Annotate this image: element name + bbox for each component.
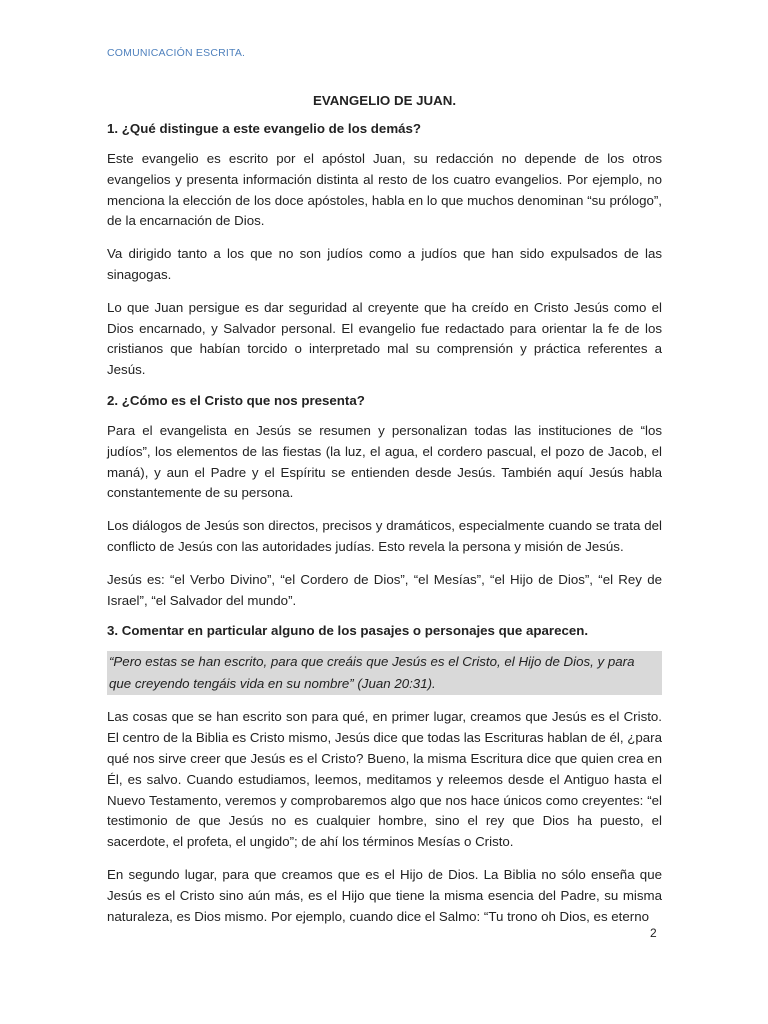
page-number: 2 [650, 926, 657, 940]
paragraph: En segundo lugar, para que creamos que es el Hijo de Dios. La Biblia no sólo enseña que Jesús es el Cristo sino aún más, es el Hijo que tiene la misma esencia del Padre, su misma naturaleza, es Dios mismo. Por ejemplo, cuando dice el Salmo: “Tu trono oh Dios, es eterno [107, 866, 662, 924]
highlighted-quote: “Pero estas se han escrito, para que creáis que Jesús es el Cristo, el Hijo de Dios, y para que creyendo tengáis vida en su nombre” (Juan 20:31). [107, 651, 662, 695]
document-title: EVANGELIO DE JUAN. [312, 93, 457, 108]
paragraph: Este evangelio es escrito por el apóstol Juan, su redacción no depende de los otros evangelios y presenta información distinta al resto de los cuatro evangelios. Por ejemplo, no menciona la elección de los doce apóstoles, habla en lo que muchos denominan “su prólogo”, de la encarnación de Dios. [107, 151, 662, 229]
paragraph: Jesús es: “el Verbo Divino”, “el Cordero de Dios”, “el Mesías”, “el Hijo de Dios”, “el Rey de Israel”, “el Salvador del mundo”. [107, 571, 662, 608]
paragraph: Los diálogos de Jesús son directos, precisos y dramáticos, especialmente cuando se trata del conflicto de Jesús con las autoridades judías. Esto revela la persona y misión de Jesús. [107, 518, 662, 554]
paragraph: Va dirigido tanto a los que no son judíos como a judíos que han sido expulsados de las sinagogas. [107, 246, 662, 282]
paragraph: Lo que Juan persigue es dar seguridad al creyente que ha creído en Cristo Jesús como el Dios encarnado, y Salvador personal. El evangelio fue redactado para orientar la fe de los cristianos que habían torcido o interpretado mal su comprensión y práctica referentes a Jesús. [107, 299, 662, 378]
question-2-heading: 2. ¿Cómo es el Cristo que nos presenta? [107, 392, 365, 408]
running-header: COMUNICACIÓN ESCRITA. [107, 47, 246, 59]
document-body [107, 93, 662, 939]
paragraph: Para el evangelista en Jesús se resumen y personalizan todas las instituciones de “los judíos”, los elementos de las fiestas (la luz, el agua, el cordero pascual, el pozo de Jacob, el maná), y aun el Padre y el Espíritu se entienden desde Jesús. También aquí Jesús habla constantemente de su persona. [107, 422, 662, 501]
question-1-heading: 1. ¿Qué distingue a este evangelio de los demás? [107, 121, 422, 136]
question-3-heading: 3. Comentar en particular alguno de los pasajes o personajes que aparecen. [107, 623, 589, 639]
paragraph: Las cosas que se han escrito son para qué, en primer lugar, creamos que Jesús es el Cristo. El centro de la Biblia es Cristo mismo, Jesús dice que todas las Escrituras hablan de él, ¿para qué nos sirve creer que Jesús es el Cristo? Bueno, la misma Escritura dice que quien crea en Él, es salvo. Cuando estudiamos, leemos, meditamos y releemos desde el Antiguo hasta el Nuevo Testamento, veremos y comprobaremos algo que nos hace únicos como creyentes: “el testimonio de que Jesús no es cualquier hombre, sino el rey que Dios ha puesto, el sacerdote, el profeta, el ungido”; de ahí los términos Mesías o Cristo. [107, 709, 662, 850]
